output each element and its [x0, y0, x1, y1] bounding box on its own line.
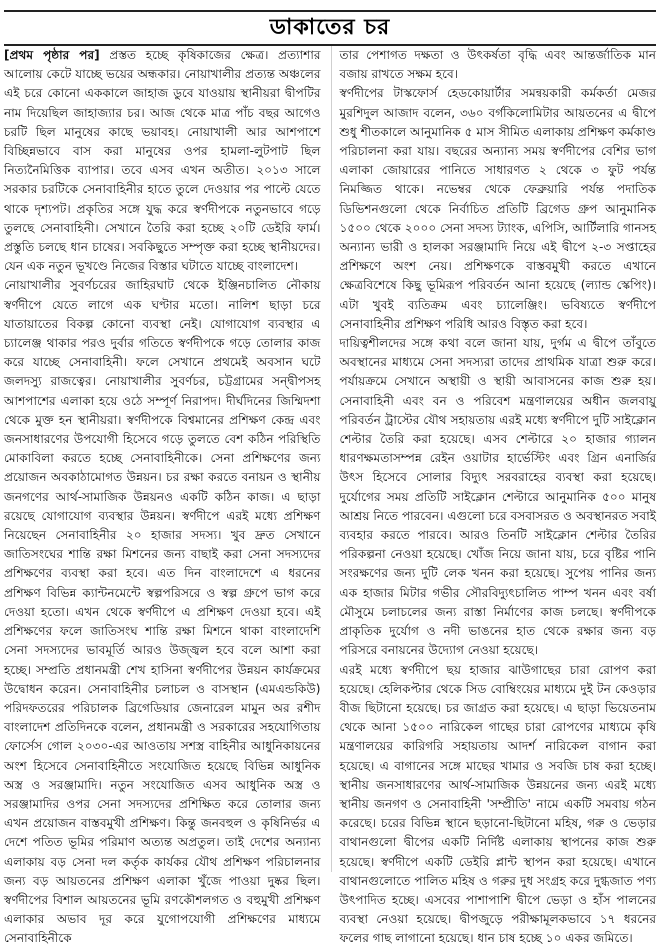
paragraph: তার পেশাগত দক্ষতা ও উৎকর্ষতা বৃদ্ধি এবং আন্তর্জাতিক মান বজায় রাখতে সক্ষম হবে। — [339, 48, 656, 82]
paragraph — [4, 46, 321, 276]
continuation-label: [প্রথম পৃষ্ঠার পর] — [4, 48, 100, 62]
paragraph: দায়িত্বশীলদের সঙ্গে কথা বলে জানা যায়, দুর্গম এ দ্বীপে তাঁবুতে অবস্থানের মাধ্যমে সেনা সদস্যরা তাদের প্রাথমিক যাত্রা শুরু করে। পর্যায়ক্রমে সেখানে অস্থায়ী ও স্থায়ী আবাসনের কাজ শুরু হয়। সেনাবাহিনী এবং বন ও পরিবেশ মন্ত্রণালয়ের অধীন জলবায়ু পরিবর্তন ট্রাস্টের যৌথ সহায়তায় এরই মধ্যে স্বর্ণদীপে দুটি সাইক্লোন শেল্টার তৈরি করা হয়েছে। এসব শেল্টারে ২০ হাজার গ্যালন ধারণক্ষমতাসম্পন্ন রেইন ওয়াটার হার্ভেস্টিং এবং গ্রিন এনার্জির উৎস হিসেবে সোলার বিদ্যুৎ সরবরাহের ব্যবস্থা করা হয়েছে। দুর্যোগের সময় প্রতিটি সাইক্লোন শেল্টারে আনুমানিক ৫০০ মানুষ আশ্রয় নিতে পারবেন। এগুলো চরে বসবাসরত ও অবস্থানরত সবাই ব্যবহার করতে পারবে। আরও তিনটি সাইক্লোন শেল্টার তৈরির পরিকল্পনা নেওয়া হয়েছে। খোঁজ নিয়ে জানা যায়, চরে বৃষ্টির পানি সংরক্ষণের জন্য দুটি লেক খনন করা হয়েছে। সুপেয় পানির জন্য এক হাজার মিটার গভীর সৌরবিদ্যুৎচালিত পাম্প খনন এবং বর্ষা মৌসুমে চলাচলের জন্য রাস্তা নির্মাণের কাজ চলছে। স্বর্ণদীপকে প্রাকৃতিক দুর্যোগ ও নদী ভাঙনের হাত থেকে রক্ষার জন্য বড় পরিসরে বনায়নের উদ্যোগ নেওয়া হয়েছে। — [339, 336, 656, 658]
paragraph: স্বর্ণদীপের টাস্কফোর্স হেডকোয়ার্টার সমন্বয়কারী কর্মকর্তা মেজর মুরশিদুল আজাদ বলেন, ৩৬০ বর্গকিলোমিটার আয়তনের এ দ্বীপে শুধু শীতকালে আনুমানিক ৫ মাস সীমিত এলাকায় প্রশিক্ষণ কর্মকাণ্ড পরিচালনা করা যায়। বছরের অন্যান্য সময় স্বর্ণদীপের বেশির ভাগ এলাকা জোয়ারের পানিতে সাধারণত ২ থেকে ৩ ফুট পর্যন্ত নিমজ্জিত থাকে। নভেম্বর থেকে ফেব্রুয়ারি পর্যন্ত পদাতিক ডিভিশনগুলো থেকে নির্বাচিত প্রতিটি ব্রিগেড গ্রুপ আনুমানিক ১৫০০ থেকে ২০০০ সেনা সদস্য ট্যাংক, এপিসি, আর্টিলারি গানসহ অন্যান্য ভারী ও হালকা সরঞ্জামাদি নিয়ে এই দ্বীপে ২-৩ সপ্তাহের প্রশিক্ষণে অংশ নেয়। প্রশিক্ষণকে বাস্তবমুখী করতে এখানে ক্ষেত্রবিশেষে কিছু ভূমিরূপ পরিবর্তন আনা হয়েছে (ল্যান্ড স্কেপিং)। এটা খুবই ব্যতিক্রম এবং চ্যালেঞ্জিং। ভবিষ্যতে স্বর্ণদীপে সেনাবাহিনীর প্রশিক্ষণ পরিধি আরও বিস্তৃত করা হবে। — [339, 86, 656, 331]
paragraph: এরই মধ্যে স্বর্ণদীপে ছয় হাজার ঝাউগাছের চারা রোপণ করা হয়েছে। হেলিকপ্টার থেকে সিড বোম্বিংয়ের মাধ্যমে দুই টন কেওড়ার বীজ ছিটানো হয়েছে। চর জাগ্রত করা হয়েছে। এ ছাড়া ভিয়েতনাম থেকে আনা ১৫০০ নারিকেল গাছের চারা রোপণের মাধ্যমে কৃষি মন্ত্রণালয়ের কারিগরি সহায়তায় আদর্শ নারিকেল বাগান করা হয়েছে। এ বাগানের সঙ্গে মাছের খামার ও সবজি চাষ করা হচ্ছে। স্থানীয় জনসাধারণের আর্থ-সামাজিক উন্নয়নের জন্য এরই মধ্যে স্থানীয় জনগণ ও সেনাবাহিনী 'সম্প্রীতি' নামে একটি সমবায় গঠন করেছে। চরের বিভিন্ন স্থানে ছড়ানো-ছিটানো মহিষ, গরু ও ভেড়ার বাথানগুলো দ্বীপের একটি নির্দিষ্ট এলাকায় স্থাপনের কাজ শুরু হয়েছে। স্বর্ণদীপে একটি ডেইরি প্লান্ট স্থাপন করা হয়েছে। এখানে বাথানগুলোতে পালিত মহিষ ও গরুর দুধ সংগ্রহ করে দুগ্ধজাত পণ্য উৎপাদিত হচ্ছে। এসবের পাশাপাশি দ্বীপে ভেড়া ও হাঁস পালনের ব্যবস্থা নেওয়া হয়েছে। দ্বীপজুড়ে পরীক্ষামূলকভাবে ১৭ ধরনের ফলের গাছ লাগানো হয়েছে। ধান চাষ হচ্ছে ১০ একর জমিতে। — [339, 662, 656, 946]
headline-bar — [4, 10, 656, 46]
column-left — [4, 46, 321, 946]
column-right — [331, 46, 657, 946]
article-body — [4, 46, 656, 946]
article-headline: ডাকাতের চর — [269, 13, 391, 40]
previous-article-strip — [0, 0, 660, 9]
paragraph-text: প্রস্তত হচ্ছে কৃষিকাজের ক্ষেত্র। প্রত্যাশার আলোয় কেটে যাচ্ছে ভয়ের অন্ধকার। নোয়াখালীর প্রত্যন্ত অঞ্চলের এই চরে কোনো এককালে জাহাজ ডুবে যাওয়ায় স্থানীয়রা দ্বীপটির নাম দিয়েছিল জাহাজ্যার চর। আজ থেকে মাত্র পাঁচ বছর আগেও চরটি ছিল মানুষের কাছে ভয়াবহ। নোয়াখালী আর আশপাশে বিচ্ছিন্নভাবে বাস করা মানুষের ওপর হামলা-লুটপাট ছিল নিত্যনৈমিত্তিক ব্যাপার। তবে এসব এখন অতীত। ২০১৩ সালে সরকার চরটিকে সেনাবাহিনীর হাতে তুলে দেওয়ার পর পাল্টে যেতে থাকে দৃশ্যপট। প্রকৃতির সঙ্গে যুদ্ধ করে স্বর্ণদীপকে নতুনভাবে গড়ে তুলছে সেনাবাহিনী। সেখানে তৈরি করা হচ্ছে ২০টি ডেইরি ফার্ম। প্রস্তুতি চলছে ধান চাষের। সবকিছুতে সম্পৃক্ত করা হচ্ছে স্থানীয়দের। যেন এক নতুন ভূখণ্ডে নিজের বিস্তার ঘটাতে যাচ্ছে বাংলাদেশ। — [4, 48, 321, 274]
paragraph: নোয়াখালীর সুবর্ণচরের জাহিরঘাট থেকে ইঞ্জিনচালিত নৌকায় স্বর্ণদীপে যেতে লাগে এক ঘণ্টার মতো। নালিশ ছাড়া চরে যাতায়াতের বিকল্প কোনো ব্যবস্থা নেই। যোগাযোগ ব্যবস্থার এ চ্যালেঞ্জ থাকার পরও দুর্বার গতিতে স্বর্ণদীপকে গড়ে তোলার কাজ করে যাচ্ছে সেনাবাহিনী। ফলে সেখানে প্রথমেই অবসান ঘটে জলদস্যু রাজত্বের। নোয়াখালীর সুবর্ণচর, চট্টগ্রামের সন্দ্বীপসহ আশপাশের এলাকা হয়ে ওঠে সম্পূর্ণ নিরাপদ। দীর্ঘদিনের জিম্মিদশা থেকে মুক্ত হন স্থানীয়রা। স্বর্ণদীপকে বিশ্বমানের প্রশিক্ষণ কেন্দ্র এবং জনসাধারণের উপযোগী হিসেবে গড়ে তুলতে বেশ কঠিন পরিস্থিতি মোকাবিলা করতে হচ্ছে সেনাবাহিনীকে। সেনা প্রশিক্ষণের জন্য প্রয়োজন অবকাঠামোগত উন্নয়ন। চর রক্ষা করতে বনায়ন ও স্থানীয় জনগণের আর্থ-সামাজিক উন্নয়নও একটি কঠিন কাজ। এ ছাড়া রয়েছে যোগাযোগ ব্যবস্থার উন্নয়ন। স্বর্ণদীপে এরই মধ্যে প্রশিক্ষণ নিয়েছেন সেনাবাহিনীর ২০ হাজার সদস্য। খুব দ্রুত সেখানে জাতিসংঘের শান্তি রক্ষা মিশনের জন্য বাছাই করা সেনা সদস্যদের প্রশিক্ষণের ব্যবস্থা করা হবে। এত দিন বাংলাদেশে এ ধরনের প্রশিক্ষণ বিভিন্ন ক্যান্টনমেন্টে স্বল্পপরিসরে ও স্বল্প গ্রুপে ভাগ করে দেওয়া হতো। এখন থেকে স্বর্ণদীপে এ প্রশিক্ষণ দেওয়া হবে। এই প্রশিক্ষণের ফলে জাতিসংঘ শান্তি রক্ষা মিশনে থাকা বাংলাদেশি সেনা সদস্যদের ভাবমূর্তি আরও উজ্জ্বল হবে বলে আশা করা হচ্ছে। সম্প্রতি প্রধানমন্ত্রী শেখ হাসিনা স্বর্ণদীপের উন্নয়ন কার্যক্রমের উদ্বোধন করেন। সেনাবাহিনীর চলাচল ও বাসস্থান (এমএন্ডকিউ) পরিদফতরের পরিচালক ব্রিগেডিয়ার জেনারেল মামুন অর রশীদ বাংলাদেশ প্রতিদিনকে বলেন, প্রধানমন্ত্রী ও সরকারের সহযোগিতায় ফোর্সেস গোল ২০৩০-এর আওতায় সশস্ত্র বাহিনীর আধুনিকায়নের অংশ হিসেবে সেনাবাহিনীতে সংযোজিত হয়েছে বিভিন্ন আধুনিক অস্ত্র ও সরঞ্জামাদি। নতুন সংযোজিত এসব আধুনিক অস্ত্র ও সরঞ্জামাদির ওপর সেনা সদস্যদের প্রশিক্ষিত করে তোলার জন্য এখন প্রয়োজন বাস্তবমুখী প্রশিক্ষণ। কিন্তু জনবহুল ও কৃষিনির্ভর এ দেশে পতিত ভূমির পরিমাণ অত্যন্ত অপ্রতুল। তাই দেশের অন্যান্য এলাকায় বড় সেনা দল কর্তৃক কার্যকর যৌথ প্রশিক্ষণ পরিচালনার জন্য বড় আয়তনের প্রশিক্ষণ এলাকা খুঁজে পাওয়া দুষ্কর ছিল। স্বর্ণদীপের বিশাল আয়তনের ভূমি রণকৌশলগত ও বহুমুখী প্রশিক্ষণ এলাকার অভাব দূর করে যুগোপযোগী প্রশিক্ষণের মাধ্যমে সেনাবাহিনীকে — [4, 278, 321, 946]
